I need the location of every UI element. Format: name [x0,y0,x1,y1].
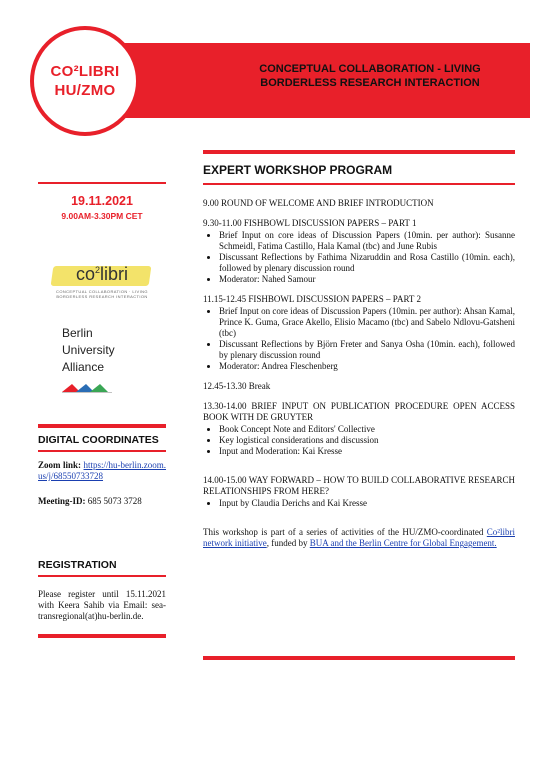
registration-bottom-rule [38,634,166,638]
event-title [225,62,515,90]
list-item: • Discussant Reflections by Fathima Nizaruddin and Rosa Castillo (10min. each), followed by plenary discussion round [219,252,515,274]
list-item: • Brief Input on core ideas of Discussion Papers (10min. per author): Ahsan Kamal, Prince K. Guma, Grace Akello, Elisio Macamo (tbc) and Sabelo Ndlovu-Gatsheni (tbc) [219,306,515,339]
bua-logo-text: Berlin University Alliance [62,326,115,374]
zoom-link[interactable]: https://hu-berlin.zoom.us/j/68550733728 [38,460,167,481]
break-item: 12.45-13.30 Break [203,381,271,391]
program-title-rule [203,183,515,185]
meeting-id-value: 685 5073 3728 [87,496,142,506]
event-time: 9.00AM-3.30PM CET [61,211,143,221]
colibri-logo-badge [30,26,140,136]
event-title-line-2: BORDERLESS RESEARCH INTERACTION [260,77,480,89]
list-item: • Discussant Reflections by Björn Freter and Sanya Osha (10min. each), followed by plenary discussion round [219,339,515,361]
list-item: • Key logistical considerations and discussion [219,435,515,446]
digital-coordinates-section [38,424,166,507]
registration-text: Please register until 15.11.2021 with Keera Sahib via Email: sea-transregional(at)hu-berlin.de. [38,589,166,621]
publication-list [203,424,515,457]
event-title-line-1: CONCEPTUAL COLLABORATION - LIVING [259,63,481,75]
registration-heading: REGISTRATION [38,559,117,571]
event-date: 19.11.2021 [71,194,133,208]
list-item: • Moderator: Nahed Samour [219,274,515,285]
part2-heading: 11.15-12.45 FISHBOWL DISCUSSION PAPERS – PART 2 [203,294,422,304]
colibri-wordmark-logo [38,262,166,304]
digital-heading-rule [38,450,166,452]
date-block [38,182,166,221]
publication-block [203,401,515,457]
program-top-rule [203,150,515,154]
digital-heading: DIGITAL COORDINATES [38,434,159,446]
registration-section [38,553,166,638]
program-bottom-rule [203,656,515,660]
part1-block [203,218,515,285]
bua-mark-icon [62,382,122,394]
bua-link[interactable]: BUA and the Berlin Centre for Global Engagement. [309,538,497,548]
list-item: • Brief Input on core ideas of Discussion Papers (10min. per author): Susanne Schmeidl, Fatima Castillo, Hala Kamal (tbc) and June Rubis [219,230,515,252]
zoom-label: Zoom link: [38,460,82,470]
list-item: • Input by Claudia Derichs and Kai Kresse [219,498,515,509]
part1-list [203,230,515,285]
meeting-id-label: Meeting-ID: [38,496,86,506]
part1-heading: 9.30-11.00 FISHBOWL DISCUSSION PAPERS – PART 1 [203,218,417,228]
registration-heading-rule [38,575,166,577]
way-forward-block [203,475,515,509]
program-title: EXPERT WORKSHOP PROGRAM [203,163,393,177]
way-forward-heading: 14.00-15.00 WAY FORWARD – HOW TO BUILD COLLABORATIVE RESEARCH RELATIONSHIPS FROM HERE? [203,475,515,496]
colibri-network-link[interactable]: Co²libri network initiative [203,527,515,548]
zoom-info [38,460,166,482]
way-forward-list [203,498,515,509]
funding-note: This workshop is part of a series of activities of the HU/ZMO-coordinated Co²libri network initiative, funded by BUA and the Berlin Centre for Global Engagement. [203,527,515,548]
program-body [203,198,515,549]
colibri-tagline: CONCEPTUAL COLLABORATION · LIVING BORDERLESS RESEARCH INTERACTION [56,289,148,299]
logo-line-2: HU/ZMO [54,82,116,99]
digital-top-rule [38,424,166,428]
list-item: • Input and Moderation: Kai Kresse [219,446,515,457]
list-item: • Book Concept Note and Editors' Collective [219,424,515,435]
part2-block [203,294,515,372]
meeting-id-info [38,496,166,507]
welcome-item: 9.00 ROUND OF WELCOME AND BRIEF INTRODUCTION [203,198,434,208]
part2-list [203,306,515,372]
list-item: • Moderator: Andrea Fleschenberg [219,361,515,372]
logo-line-1: CO²LIBRI [50,63,120,80]
colibri-wordmark: $co^2libri$ [75,264,129,284]
date-top-rule [38,182,166,184]
publication-heading: 13.30-14.00 BRIEF INPUT ON PUBLICATION PROCEDURE OPEN ACCESS BOOK WITH DE GRUYTER [203,401,515,422]
